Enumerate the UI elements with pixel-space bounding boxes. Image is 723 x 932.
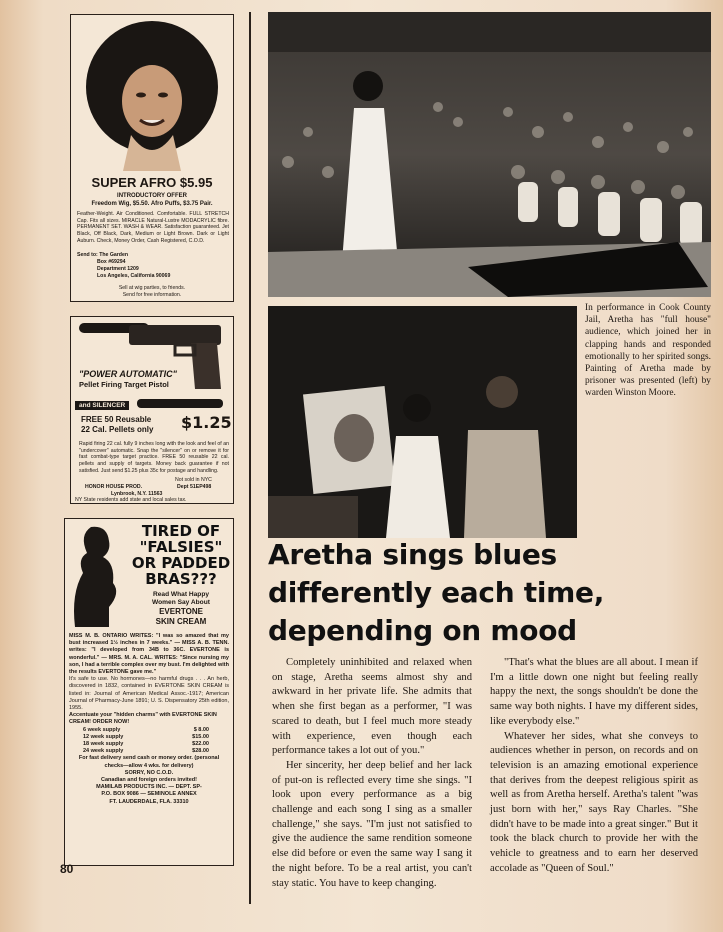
article-headline [268,536,708,650]
ad-body [69,633,229,806]
silencer-illustration [137,397,227,411]
woman-silhouette-illustration [69,523,129,627]
title-line: "FALSIES" [139,538,223,556]
not-sold: Not sold in NYC [175,477,212,483]
testimonials: MISS M. B. ONTARIO WRITES: "I was so amazed that my bust increased 1½ inches in 7 weeks." — MISS A. B. TENN. writes: "I developed from 34B to 36C. EVERTONE is wonderful." — MRS. M. A. CAL. WRITES: "Since nursing my son, I had a terrible complex over my bust. I'm delighted with the results EVERTONE gave me." [69,633,229,676]
paragraph: Whatever her sides, what she conveys to audiences whether in person, on records and on television is an amazing emotional experience that derives from the deepest religious spirit as well as from Aretha herself. Aretha's talent "was just born with her," says Ray Charles. "She didn't have to be made into a great singer." But it took the black church to provide her with the vehicle to greatness and to earn her deserved accolade as "Queen of Soul." [490,730,698,874]
note-1: Sell at wig parties, to friends. [118,285,186,291]
price-value: $ 8.00 [193,726,209,733]
tax-note: NY State residents add state and local sales tax. [75,497,187,503]
price-value: $28.00 [192,748,209,755]
column-divider [249,12,251,904]
free-line-1: FREE 50 Reusable [81,415,152,424]
price-row [83,727,209,734]
company: HONOR HOUSE PROD. [85,484,143,490]
falsies-title [131,523,231,587]
paragraph: "That's what the blues are all about. I mean if I'm a little down one night but feeling really happy the next, the songs shouldn't be done the same way both nights. I have my different sides, like everybody else." [490,657,698,727]
ad-body: Feather-Weight. Air Conditioned. Comfortable. FULL STRETCH Cap. Fits all sizes. MIRACLE Natural-Lustre MODACRYLIC fibre. PERMANENT SET. WASH & WEAR. Satisfaction guaranteed. Jet Black, Off Black, Dark, Medium or Light Brown. Dark or Light Auburn. Check, Money Order, Cash Registered, C.O.D. [77,211,229,244]
price-row [83,741,209,748]
send-to: Send to: The Garden [77,252,129,258]
offer-heading: INTRODUCTORY OFFER [117,193,187,199]
price-label: 12 week supply [83,733,124,740]
article-column-2 [490,656,698,877]
price-row [83,748,209,755]
ad-evertone-skin-cream [64,518,234,866]
free-line-2: 22 Cal. Pellets only [81,425,154,434]
photo-painting-presentation [268,306,577,538]
price-label: 24 week supply [83,748,124,755]
note-2: Send for free information. [122,292,182,298]
no-cod: SORRY, NO C.O.D. [124,769,174,776]
box-number: Box #69294 [97,259,126,265]
article-column-1 [272,656,472,891]
headline-line: differently each time, [268,576,605,609]
pistol-body: Rapid firing 22 cal. fully 9 inches long with the look and feel of an "undercover" automatic. Snap the "silencer" on or remove it for fast combat-type target practice. FREE 50 reusable 22 cal. pellets and supply of targets. Money back guarantee if not satisfied. Just send $1.25 plus 35c for postage and handling. [79,441,229,474]
city: Lynbrook, N.Y. 11563 [111,491,163,497]
read-line: Read What Happy [152,591,210,598]
headline-line: Aretha sings blues [268,538,557,571]
delivery-note: For fast delivery send cash or money order. (personal checks—allow 4 wks. for delivery) [78,755,220,769]
photo-jail-performance [268,12,711,297]
headline-line: depending on mood [268,614,577,647]
city: FT. LAUDERDALE, FLA. 33310 [109,798,189,805]
offer-line: Freedom Wig, $5.50. Afro Puffs, $3.75 Pair. [91,201,213,207]
price-value: $15.00 [192,733,209,740]
read-line: Women Say About [152,599,210,606]
ad-pellet-pistol [70,316,234,504]
ad-super-afro [70,14,234,302]
afro-woman-illustration [71,15,233,171]
price-label: 6 week supply [83,726,121,733]
canadian-note: Canadian and foreign orders invited! [101,777,197,784]
accentuate-text: Accentuate your "hidden charms" with EVERTONE SKIN CREAM! ORDER NOW! [69,712,217,726]
price-value: $22.00 [192,741,209,748]
title-line: OR PADDED [131,554,231,572]
dept: Dept 51EP498 [177,484,212,490]
price-label: 18 week supply [83,741,124,748]
presentation-photo [268,306,577,538]
product-name: EVERTONE [159,607,203,616]
ingredient-text: It's safe to use. No hormones—no harmful drugs . . . An herb, discovered in 1832, contained in EVERTONE SKIN CREAM is listed in: Journal of American Medical Assoc.-1917; American Journal of Pharmacy-June 1891; U. S. Dispensatory 25th edition, 1955. [69,676,229,712]
performance-photo [268,12,711,297]
silencer-label: and SILENCER [75,401,129,410]
company: MAMILAB PRODUCTS INC. — DEPT. SP- [96,784,202,791]
ad-title: SUPER AFRO $5.95 [91,175,213,190]
paragraph: Completely uninhibited and relaxed when on stage, Aretha seems almost shy and awkward in her private life. She admits that when she first began as a performer, "I was scared to death, but I feel much more steady with experience, even though each performance takes a lot out of you." [272,657,472,757]
pistol-subtitle: Pellet Firing Target Pistol [79,380,169,389]
title-line: BRAS??? [145,570,217,588]
title-line: TIRED OF [141,522,221,540]
product-name: SKIN CREAM [155,617,207,626]
page-number: 80 [60,862,74,876]
pistol-title: "POWER AUTOMATIC" [79,369,177,379]
price: $1.25 [181,413,232,432]
photo-caption: In performance in Cook County Jail, Aretha has "full house" audience, which joined her in clapping hands and responded emotionally to her spirited songs. Painting of Aretha made by prisoner was presented (left) by warden Winston Moore. [585,303,711,399]
city: Los Angeles, California 90069 [97,273,171,279]
department: Department 1209 [97,266,139,272]
price-row [83,734,209,741]
paragraph: Her sincerity, her deep belief and her lack of put-on is reflected every time she sings. "I look upon every performance as a big challenge and each song I sing as a smaller challenge," she says. "I'm just not satisfied to give the audience the same rendition someone else did before or even the same way I sang it the night before. To be a real artist, you can't stay static. You have to keep changing. [272,759,472,889]
box: P.O. BOX 9086 — SEMINOLE ANNEX [101,791,197,798]
